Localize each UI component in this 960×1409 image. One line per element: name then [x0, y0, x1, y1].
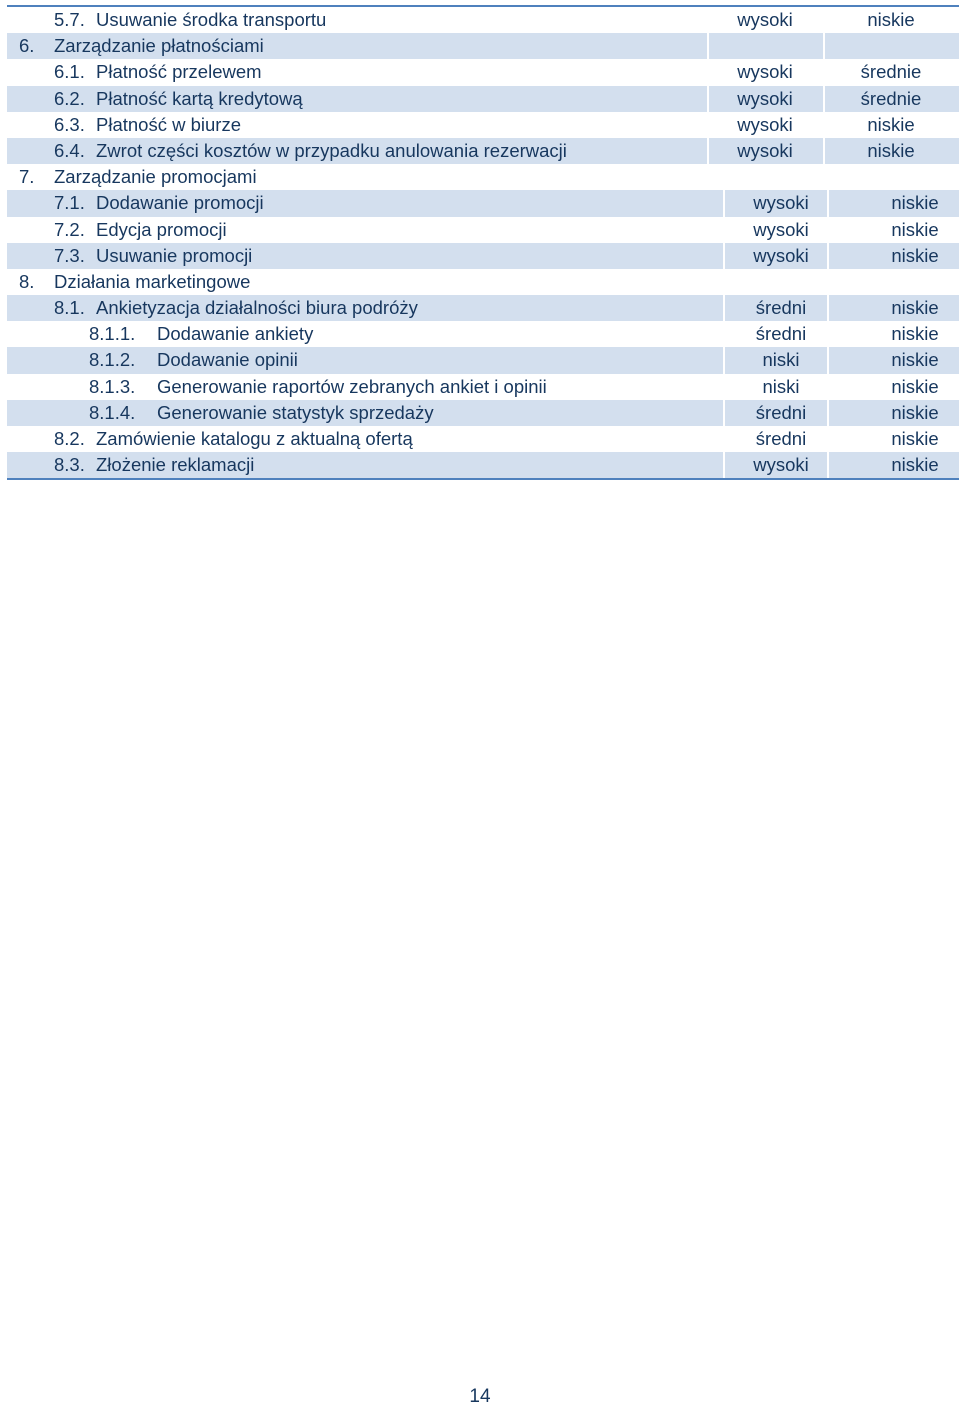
table-row [7, 452, 959, 478]
risk-cell: niskie [891, 349, 939, 371]
table-row [7, 138, 959, 164]
row-number: 5.7. [54, 9, 85, 30]
risk-cell: niskie [891, 375, 939, 397]
row-number: 8.1.2. [89, 349, 136, 371]
column-divider [723, 269, 725, 295]
column-divider [827, 243, 829, 269]
column-divider [827, 269, 829, 295]
column-divider [823, 86, 825, 112]
column-divider [823, 164, 825, 190]
column-divider [723, 295, 725, 321]
column-divider [823, 33, 825, 59]
row-number: 8.3. [54, 454, 85, 476]
column-divider [723, 347, 725, 373]
row-number: 6. [19, 35, 35, 57]
risk-cell: niskie [891, 297, 939, 319]
priority-cell: wysoki [737, 139, 793, 161]
column-divider [707, 112, 709, 138]
column-divider [707, 138, 709, 164]
column-divider [707, 7, 709, 33]
row-number: 6.2. [54, 87, 85, 109]
row-label: Złożenie reklamacji [96, 454, 255, 476]
row-label: Płatność przelewem [96, 61, 262, 83]
table-row [7, 33, 959, 59]
priority-cell: średni [755, 428, 807, 449]
column-divider [723, 426, 725, 452]
priority-cell: średni [755, 297, 807, 319]
row-label: Generowanie raportów zebranych ankiet i opinii [157, 375, 547, 397]
row-number: 8.1.3. [89, 375, 136, 397]
risk-cell: niskie [891, 428, 939, 449]
row-number: 7.1. [54, 192, 85, 214]
row-label: Usuwanie środka transportu [96, 9, 327, 30]
table-row [7, 426, 959, 452]
row-number: 8.2. [54, 428, 85, 449]
table-row [7, 347, 959, 373]
priority-cell: wysoki [753, 192, 809, 214]
row-number: 8.1. [54, 297, 85, 319]
row-number: 7. [19, 166, 35, 188]
risk-cell: niskie [891, 244, 939, 266]
column-divider [823, 7, 825, 33]
table-row [7, 86, 959, 112]
requirements-table [7, 5, 959, 480]
column-divider [827, 321, 829, 347]
priority-cell: wysoki [753, 218, 809, 240]
page-number: 14 [469, 1386, 491, 1407]
column-divider [723, 321, 725, 347]
priority-cell: wysoki [737, 9, 793, 30]
table-row [7, 243, 959, 269]
row-label: Zamówienie katalogu z aktualną ofertą [96, 428, 413, 449]
row-number: 8.1.1. [89, 323, 136, 345]
column-divider [823, 138, 825, 164]
row-number: 6.4. [54, 139, 85, 161]
priority-cell: wysoki [753, 454, 809, 476]
risk-cell: niskie [891, 454, 939, 476]
column-divider [707, 164, 709, 190]
row-label: Ankietyzacja działalności biura podróży [96, 297, 418, 319]
row-label: Dodawanie opinii [157, 349, 298, 371]
row-label: Edycja promocji [96, 218, 227, 240]
row-number: 7.2. [54, 218, 85, 240]
risk-cell: niskie [891, 323, 939, 345]
row-label: Działania marketingowe [54, 270, 251, 292]
risk-cell: niskie [891, 218, 939, 240]
row-number: 6.1. [54, 61, 85, 83]
risk-cell: średnie [860, 87, 922, 109]
column-divider [723, 400, 725, 426]
row-label: Płatność kartą kredytową [96, 87, 303, 109]
row-number: 7.3. [54, 244, 85, 266]
priority-cell: wysoki [737, 61, 793, 83]
row-label: Usuwanie promocji [96, 244, 253, 266]
table-row [7, 295, 959, 321]
risk-cell: niskie [867, 139, 915, 161]
column-divider [827, 452, 829, 478]
column-divider [707, 33, 709, 59]
column-divider [827, 295, 829, 321]
column-divider [723, 374, 725, 400]
table-row [7, 164, 959, 190]
column-divider [823, 112, 825, 138]
row-label: Dodawanie promocji [96, 192, 264, 214]
table-row [7, 374, 959, 400]
risk-cell: niskie [867, 9, 915, 30]
priority-cell: niski [762, 375, 800, 397]
column-divider [827, 190, 829, 216]
table-row [7, 400, 959, 426]
row-label: Zarządzanie płatnościami [54, 35, 264, 57]
risk-cell: niskie [867, 113, 915, 135]
risk-cell: niskie [891, 401, 939, 423]
table-row [7, 321, 959, 347]
column-divider [823, 59, 825, 85]
column-divider [827, 217, 829, 243]
column-divider [707, 86, 709, 112]
priority-cell: wysoki [737, 113, 793, 135]
column-divider [827, 400, 829, 426]
row-label: Płatność w biurze [96, 113, 241, 135]
row-number: 8. [19, 270, 35, 292]
table-row [7, 269, 959, 295]
row-label: Zwrot części kosztów w przypadku anulowania rezerwacji [96, 139, 567, 161]
table-row [7, 7, 959, 33]
priority-cell: wysoki [737, 87, 793, 109]
priority-cell: niski [762, 349, 800, 371]
risk-cell: średnie [860, 61, 922, 83]
row-number: 6.3. [54, 113, 85, 135]
column-divider [723, 243, 725, 269]
row-number: 8.1.4. [89, 401, 136, 423]
column-divider [827, 426, 829, 452]
table-row [7, 190, 959, 216]
risk-cell: niskie [891, 192, 939, 214]
column-divider [707, 59, 709, 85]
table-row [7, 59, 959, 85]
row-label: Zarządzanie promocjami [54, 166, 257, 188]
table-row [7, 217, 959, 243]
priority-cell: średni [755, 323, 807, 345]
priority-cell: średni [755, 401, 807, 423]
column-divider [723, 217, 725, 243]
column-divider [827, 347, 829, 373]
column-divider [723, 190, 725, 216]
column-divider [723, 452, 725, 478]
row-label: Dodawanie ankiety [157, 323, 314, 345]
column-divider [827, 374, 829, 400]
priority-cell: wysoki [753, 244, 809, 266]
row-label: Generowanie statystyk sprzedaży [157, 401, 434, 423]
table-row [7, 112, 959, 138]
